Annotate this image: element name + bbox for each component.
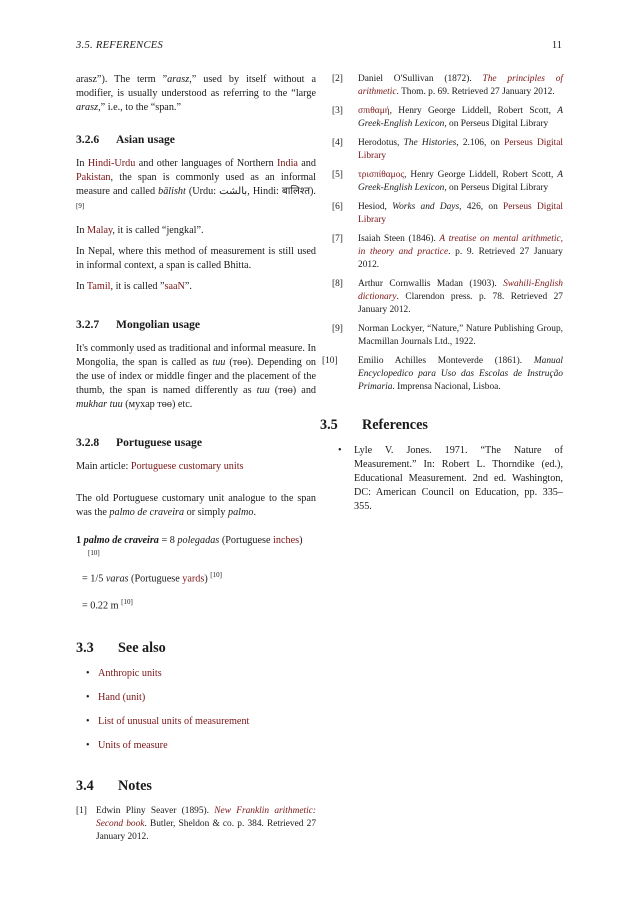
note-item: [1] Edwin Pliny Seaver (1895). New Franklin arithmetic: Second book. Butler, Sheldon & co. p. 384. Retrieved 27 January 2012. — [76, 806, 317, 843]
left-column — [76, 73, 316, 850]
note-item: [10] Emilio Achilles Monteverde (1861). Manual Encyclopedico para Uso das Escolas de Instrução Primaria. Imprensa Nacional, Lisboa. — [322, 356, 563, 392]
link-tamil[interactable]: Tamil — [86, 281, 111, 293]
link-pakistan[interactable]: Pakistan — [76, 172, 111, 183]
link-yards[interactable]: yards — [182, 573, 205, 585]
asian-paragraph-1: In Hindi-Urdu and other languages of Northern India and Pakistan, the span is commonly used as an informal measure and called bālisht (Urdu: بالشت, Hindi: बालिश्त).[9] — [76, 158, 316, 210]
link-portuguese-customary-units[interactable]: Portuguese customary units — [130, 461, 244, 473]
equation-varas: = 1/5 varas (Portuguese yards) [10] — [82, 571, 222, 585]
reference-item: • Lyle V. Jones. 1971. “The Nature of Measurement.” In: Robert L. Thorndike (ed.), Educational Measurement. 2nd ed. Washington, DC: American Council on Education, pp. 335–355. — [332, 444, 563, 514]
list-item — [76, 691, 316, 705]
link-saan[interactable]: saaN — [164, 281, 185, 293]
section-heading-mongolian: 3.2.7 Mongolian usage — [76, 318, 201, 332]
link-malay[interactable]: Malay — [87, 225, 113, 237]
note-item: [6] Hesiod, Works and Days, 426, on Perseus Digital Library — [332, 202, 563, 225]
running-header: 3.5. REFERENCES — [76, 40, 164, 51]
link-note-3[interactable]: σπιθαμή — [358, 106, 390, 116]
right-column — [320, 73, 564, 514]
note-item: [8] Arthur Cornwallis Madan (1903). Swahili-English dictionary. Clarendon press. p. 78. Retrieved 27 January 2012. — [332, 279, 563, 315]
note-item: [7] Isaiah Steen (1846). A treatise on mental arithmetic, in theory and practice. p. 9. Retrieved 27 January 2012. — [332, 234, 563, 270]
note-item: [2] Daniel O'Sullivan (1872). The principles of arithmetic. Thom. p. 69. Retrieved 27 January 2012. — [332, 74, 563, 97]
link-perseus-4[interactable]: Perseus Digital Library — [358, 138, 564, 161]
link-note-5[interactable]: τρισπίθαμος — [358, 170, 405, 180]
note-item: [3] σπιθαμή, Henry George Liddell, Robert Scott, A Greek-English Lexicon, on Perseus Digital Library — [332, 106, 563, 129]
link-note-1[interactable]: New Franklin arithmetic: Second book — [96, 806, 316, 830]
link-note-2[interactable]: The principles of arithmetic — [358, 74, 563, 97]
section-heading-references: 3.5 References — [320, 417, 428, 433]
section-heading-see-also: 3.3 See also — [76, 640, 166, 657]
link-note-7[interactable]: A treatise on mental arithmetic, in theory and practice — [358, 234, 563, 257]
section-heading-asian: 3.2.6 Asian usage — [76, 133, 175, 146]
link-inches[interactable]: inches — [273, 535, 300, 547]
link-perseus-6[interactable]: Perseus Digital Library — [358, 202, 563, 225]
link-anthropic-units[interactable]: Anthropic units — [98, 668, 162, 680]
equation-meters: = 0.22 m [10] — [82, 597, 133, 612]
list-item — [76, 715, 316, 729]
intro-paragraph: arasz”). The term ”arasz,” used by itself without a modifier, is usually understood as referring to the “large arasz,” i.e., to the “span.” — [76, 74, 316, 113]
main-article-line: Main article: Portuguese customary units — [76, 461, 244, 473]
link-hand-unit[interactable]: Hand (unit) — [98, 692, 146, 704]
asian-paragraph-4: In Tamil, it is called ”saaN”. — [76, 281, 192, 293]
portuguese-paragraph: The old Portuguese customary unit analogue to the span was the palmo de craveira or simply palmo. — [76, 493, 316, 519]
notes-list — [76, 805, 316, 844]
note-item: [9] Norman Lockyer, “Nature,” Nature Publishing Group, Macmillan Journals Ltd., 1922. — [332, 324, 563, 347]
section-heading-portuguese: 3.2.8 Portuguese usage — [76, 436, 202, 450]
link-india[interactable]: India — [277, 158, 298, 169]
note-item: [5] τρισπίθαμος, Henry George Liddell, Robert Scott, A Greek-English Lexicon, on Perseus Digital Library — [332, 170, 563, 193]
asian-paragraph-2: In Malay, it is called “jengkal”. — [76, 225, 204, 237]
section-heading-notes: 3.4 Notes — [76, 778, 152, 795]
link-unusual-units[interactable]: List of unusual units of measurement — [98, 716, 250, 728]
page-header — [76, 40, 562, 54]
link-note-8[interactable]: Swahili-English dictionary — [358, 279, 563, 302]
asian-paragraph-3: In Nepal, where this method of measurement is still used in informal context, a span is called Bhitta. — [76, 246, 316, 272]
link-hindi-urdu[interactable]: Hindi-Urdu — [87, 158, 136, 169]
see-also-list — [76, 667, 316, 753]
note-item: [4] Herodotus, The Histories, 2.106, on Perseus Digital Library — [332, 138, 564, 161]
link-units-of-measure[interactable]: Units of measure — [98, 740, 168, 752]
page-number: 11 — [551, 40, 562, 51]
list-item — [76, 667, 316, 681]
equation-palmo: 1 palmo de craveira = 8 polegadas (Portuguese inches) [10] — [76, 535, 303, 558]
mongolian-paragraph: It's commonly used as traditional and informal measure. In Mongolia, the span is called as tuu (төө). Depending on the use of index or middle finger and the placement of the thumb, the span is named differently as tuu (төө) and mukhar tuu (мухар төө) etc. — [76, 343, 317, 411]
list-item — [76, 739, 316, 753]
